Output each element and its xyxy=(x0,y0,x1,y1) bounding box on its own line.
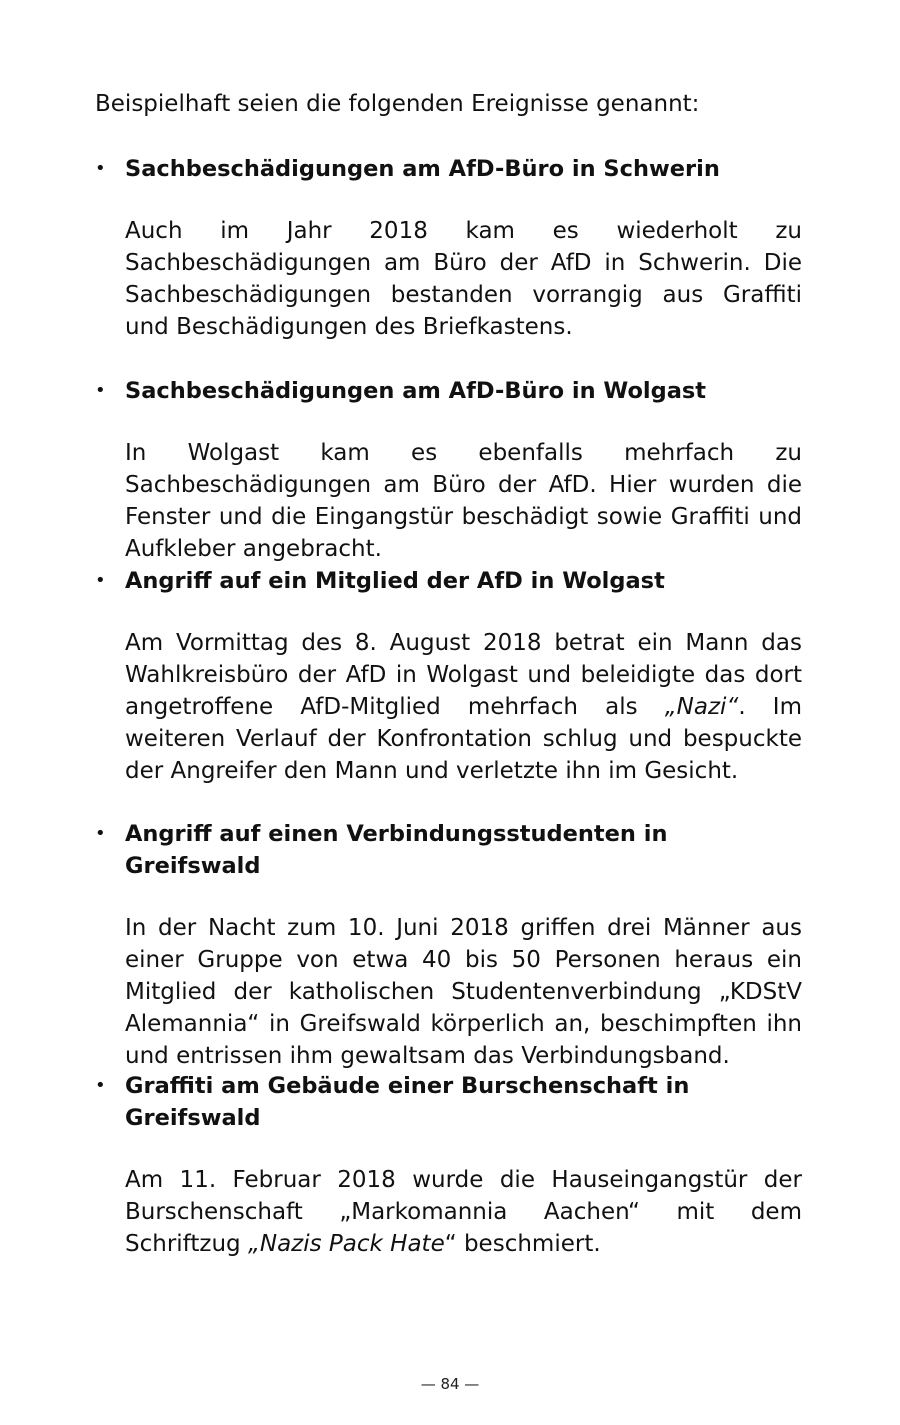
event-description: Auch im Jahr 2018 kam es wiederholt zu Sachbeschädigungen am Büro der AfD in Schwerin. Die Sachbeschädigungen bestanden vorrangig aus Graffiti und Beschädigungen des Briefkastens. xyxy=(125,218,802,340)
event-heading-text: Angriff auf einen Verbindungsstudenten in Greifswald xyxy=(125,821,668,879)
event-description: In der Nacht zum 10. Juni 2018 griffen drei Männer aus einer Gruppe von etwa 40 bis 50 Personen heraus ein Mitglied der katholischen Studentenverbindung „KDStV Alemannia“ in Greifswald körperlich an, beschimpften ihn und entrissen ihm gewaltsam das Verbindungsband. xyxy=(125,915,802,1069)
event-section-wolgast-office xyxy=(95,375,802,565)
event-heading-text: Sachbeschädigungen am AfD-Büro in Schwerin xyxy=(125,156,720,182)
event-text-part: Am Vormittag des 8. August 2018 betrat ein Mann das Wahlkreisbüro der AfD in Wolgast und beleidigte das dort angetroffene AfD-Mitglied mehrfach als xyxy=(125,630,802,720)
event-section-greifswald-student xyxy=(95,818,802,1072)
event-section-schwerin xyxy=(95,153,802,343)
event-description: In Wolgast kam es ebenfalls mehrfach zu Sachbeschädigungen am Büro der AfD. Hier wurden die Fenster und die Eingangstür beschädigt sowie Graffiti und Aufkleber angebracht. xyxy=(125,440,802,562)
bullet-icon: • xyxy=(95,380,106,401)
event-description xyxy=(125,627,802,787)
event-section-wolgast-attack xyxy=(95,565,802,787)
event-text-quote: „Nazis Pack Hate xyxy=(247,1231,445,1257)
event-heading xyxy=(95,375,802,407)
bullet-icon: • xyxy=(95,570,106,591)
bullet-icon: • xyxy=(95,158,106,179)
event-description xyxy=(125,1164,802,1260)
page-number: — 84 — xyxy=(420,1375,480,1393)
event-heading xyxy=(95,818,802,882)
event-heading-text: Sachbeschädigungen am AfD-Büro in Wolgast xyxy=(125,378,707,404)
event-text-part: “ beschmiert. xyxy=(444,1231,601,1257)
event-heading-text: Angriff auf ein Mitglied der AfD in Wolgast xyxy=(125,568,665,594)
event-heading-text: Graffiti am Gebäude einer Burschenschaft in Greifswald xyxy=(125,1073,690,1131)
event-heading xyxy=(95,1070,802,1134)
event-text-part: . Im weiteren Verlauf der Konfrontation schlug und bespuckte der Angreifer den Mann und verletzte ihn im Gesicht. xyxy=(125,694,802,784)
event-text-quote: „Nazi“ xyxy=(664,694,739,720)
event-heading xyxy=(95,153,802,185)
bullet-icon: • xyxy=(95,1075,106,1096)
event-heading xyxy=(95,565,802,597)
intro-text: Beispielhaft seien die folgenden Ereignisse genannt: xyxy=(95,91,700,117)
event-section-greifswald-graffiti xyxy=(95,1070,802,1260)
event-text-part: Am 11. Februar 2018 wurde die Hauseingangstür der Burschenschaft „Markomannia Aachen“ mit dem Schriftzug xyxy=(125,1167,802,1257)
bullet-icon: • xyxy=(95,823,106,844)
